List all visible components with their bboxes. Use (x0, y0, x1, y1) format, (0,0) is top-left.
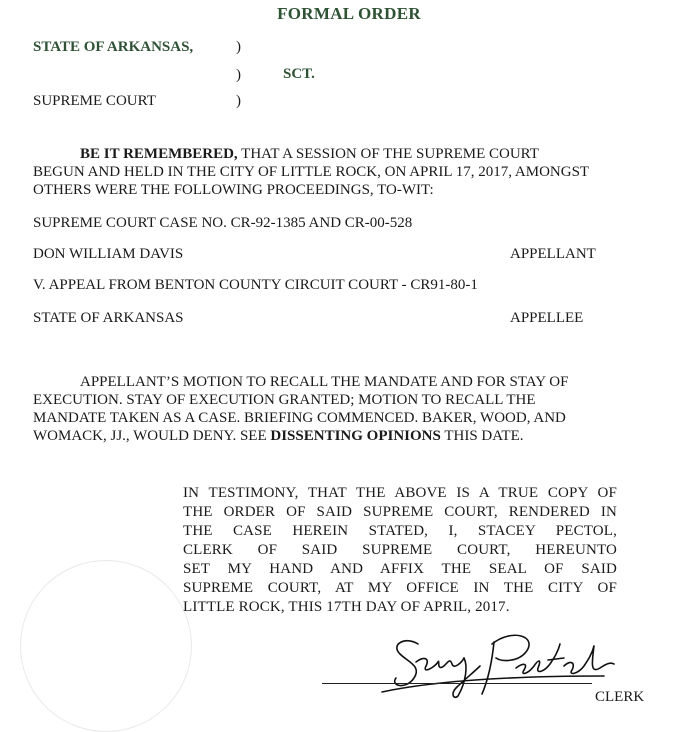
appellee-name: STATE OF ARKANSAS (33, 310, 184, 326)
testimony-line: IN TESTIMONY, THAT THE ABOVE IS A TRUE COPY OF (183, 485, 617, 501)
testimony-line: LITTLE ROCK, THIS 17TH DAY OF APRIL, 2017. (183, 599, 510, 615)
page-title: FORMAL ORDER (277, 4, 421, 23)
testimony-line: THE CASE HEREIN STATED, I, STACEY PECTOL, (183, 523, 617, 539)
clerk-signature (378, 622, 618, 702)
appellee-role: APPELLEE (510, 310, 584, 326)
motion-paragraph (33, 373, 653, 445)
motion-line-3: MANDATE TAKEN AS A CASE. BRIEFING COMMENCED. BAKER, WOOD, AND (33, 410, 566, 426)
testimony-line: SUPREME COURT, AT MY OFFICE IN THE CITY OF (183, 580, 617, 596)
testimony-line: CLERK OF SAID SUPREME COURT, HEREUNTO (183, 542, 617, 558)
court-seal-watermark (20, 560, 192, 732)
clerk-label: CLERK (595, 689, 645, 705)
motion-line-4: WOMACK, JJ., WOULD DENY. SEE DISSENTING OPINIONS THIS DATE. (33, 428, 524, 444)
preamble-line-3: OTHERS WERE THE FOLLOWING PROCEEDINGS, TO-WIT: (33, 182, 434, 198)
preamble-line-1: BE IT REMEMBERED, THAT A SESSION OF THE SUPREME COURT (80, 146, 539, 162)
state-line: STATE OF ARKANSAS, (33, 39, 194, 55)
sct-label: SCT. (283, 66, 315, 82)
paren-1: ) (236, 39, 241, 55)
paren-2: ) (236, 67, 241, 83)
testimony-line: SET MY HAND AND AFFIX THE SEAL OF SAID (183, 561, 617, 577)
motion-line-1: APPELLANT’S MOTION TO RECALL THE MANDATE AND FOR STAY OF (80, 374, 569, 390)
dissenting-opinions-emphasis: DISSENTING OPINIONS (270, 428, 441, 444)
preamble-paragraph (33, 145, 653, 199)
paren-3: ) (236, 93, 241, 109)
preamble-line-2: BEGUN AND HELD IN THE CITY OF LITTLE ROCK, ON APRIL 17, 2017, AMONGST (33, 164, 590, 180)
appellant-name: DON WILLIAM DAVIS (33, 246, 184, 262)
signature-line (322, 683, 592, 684)
testimony-line: THE ORDER OF SAID SUPREME COURT, RENDERED IN (183, 504, 617, 520)
appellant-role: APPELLANT (510, 246, 596, 262)
appeal-line: V. APPEAL FROM BENTON COUNTY CIRCUIT COURT - CR91-80-1 (33, 277, 478, 293)
testimony-paragraph (183, 484, 617, 617)
motion-line-2: EXECUTION. STAY OF EXECUTION GRANTED; MOTION TO RECALL THE (33, 392, 536, 408)
preamble-bold-lead: BE IT REMEMBERED, (80, 146, 238, 162)
court-line: SUPREME COURT (33, 93, 156, 109)
case-number: SUPREME COURT CASE NO. CR-92-1385 AND CR-00-528 (33, 215, 413, 231)
